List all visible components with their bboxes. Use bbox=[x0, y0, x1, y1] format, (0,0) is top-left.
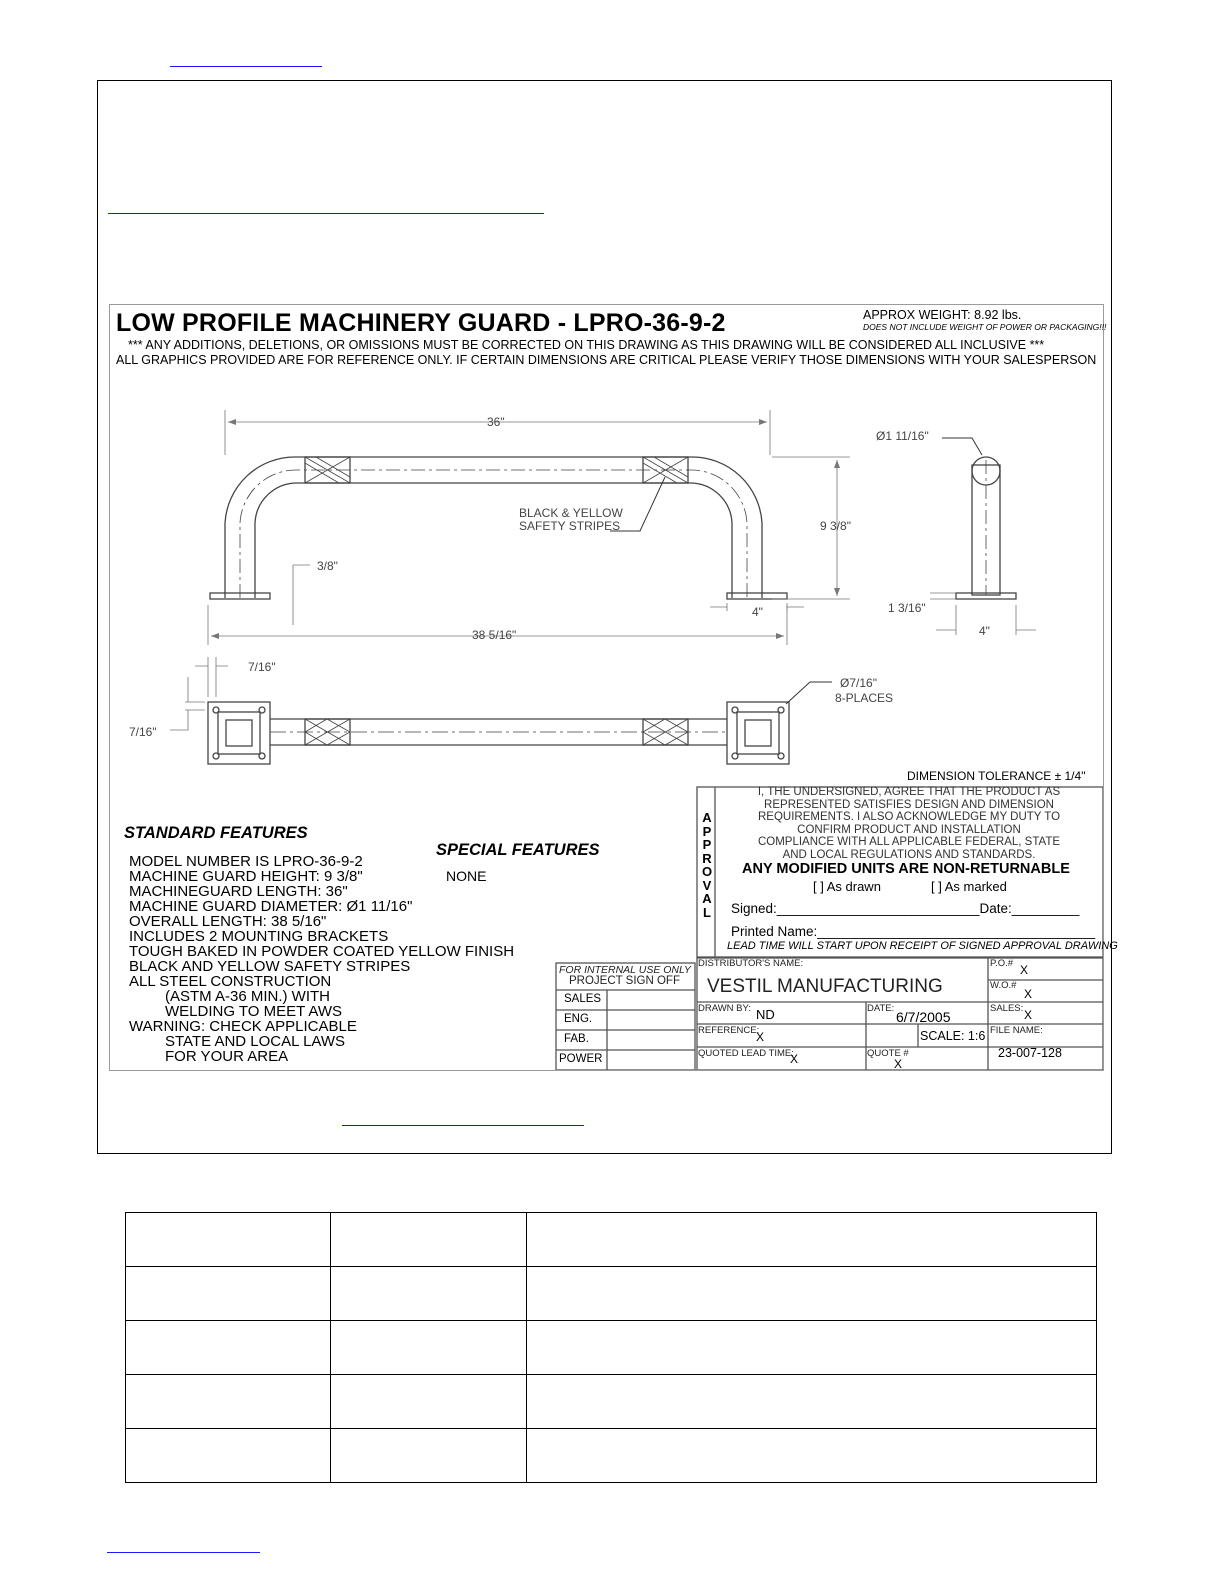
table-row bbox=[126, 1375, 1097, 1429]
notice-2: ALL GRAPHICS PROVIDED ARE FOR REFERENCE ONLY. IF CERTAIN DIMENSIONS ARE CRITICAL PLEASE VERIFY THOSE DIMENSIONS WITH YOUR SALESPERSON bbox=[116, 353, 1097, 367]
special-features-value: NONE bbox=[446, 868, 487, 884]
file-name-value: 23-007-128 bbox=[998, 1046, 1062, 1060]
standard-features-list bbox=[129, 854, 514, 1064]
dim-side-plate: 4" bbox=[979, 624, 990, 638]
date-value: 6/7/2005 bbox=[896, 1009, 951, 1025]
signed-line[interactable]: Signed:___________________________Date:_________ bbox=[731, 901, 1080, 916]
special-features-heading: SPECIAL FEATURES bbox=[436, 841, 600, 859]
table-row bbox=[126, 1267, 1097, 1321]
approval-statement: I, THE UNDERSIGNED, AGREE THAT THE PRODUCT AS REPRESENTED SATISFIES DESIGN AND DIMENSION REQUIREMENTS. I ALSO ACKNOWLEDGE MY DUTY TO CONFIRM PRODUCT AND INSTALLATION COMPLIANCE WITH ALL APPLICABLE FEDERAL, STATE AND LOCAL REGULATIONS AND STANDARDS. bbox=[757, 786, 1061, 861]
wo-value: X bbox=[1024, 987, 1033, 1001]
engineering-drawing bbox=[109, 304, 1118, 1071]
dim-overall: 38 5/16" bbox=[472, 628, 517, 642]
dim-hole-y: 7/16" bbox=[129, 725, 157, 739]
feature-line: WELDING TO MEET AWS bbox=[165, 1003, 342, 1020]
feature-line: TOUGH BAKED IN POWDER COATED YELLOW FINISH bbox=[129, 943, 515, 960]
dim-plate-thickness: 3/8" bbox=[317, 559, 338, 573]
drawn-by-value: ND bbox=[756, 1007, 775, 1022]
dim-hole-places: 8-PLACES bbox=[835, 691, 894, 705]
reference-value: X bbox=[756, 1030, 765, 1044]
signoff-sales: SALES bbox=[564, 993, 602, 1005]
file-name-label: FILE NAME: bbox=[990, 1025, 1043, 1036]
quote-value: X bbox=[894, 1057, 903, 1071]
dim-side-offset: 1 3/16" bbox=[888, 601, 926, 615]
po-value: X bbox=[1020, 963, 1029, 977]
dim-height: 9 3/8" bbox=[820, 519, 851, 533]
feature-line: FOR YOUR AREA bbox=[165, 1048, 289, 1065]
feature-line: ALL STEEL CONSTRUCTION bbox=[129, 973, 332, 990]
as-marked-checkbox[interactable]: [ ] As marked bbox=[931, 879, 1007, 894]
top-link-underline[interactable] bbox=[170, 66, 322, 67]
dim-hole-x: 7/16" bbox=[248, 660, 276, 674]
non-returnable: ANY MODIFIED UNITS ARE NON-RETURNABLE bbox=[742, 861, 1070, 877]
as-drawn-checkbox[interactable]: [ ] As drawn bbox=[813, 879, 881, 894]
stripes-label-2: SAFETY STRIPES bbox=[519, 519, 621, 533]
signoff-header-2: PROJECT SIGN OFF bbox=[569, 975, 680, 987]
feature-line: MACHINE GUARD HEIGHT: 9 3/8" bbox=[129, 868, 363, 885]
feature-line: MACHINEGUARD LENGTH: 36" bbox=[129, 883, 348, 900]
dim-length: 36" bbox=[487, 415, 505, 429]
weight-note: DOES NOT INCLUDE WEIGHT OF POWER OR PACKAGING!!! bbox=[863, 322, 1107, 332]
footer-link-underline[interactable] bbox=[107, 1552, 260, 1553]
sales-label: SALES: bbox=[990, 1003, 1024, 1014]
feature-line: WARNING: CHECK APPLICABLE bbox=[129, 1018, 357, 1035]
signoff-header-1: FOR INTERNAL USE ONLY bbox=[559, 964, 691, 976]
feature-line: INCLUDES 2 MOUNTING BRACKETS bbox=[129, 928, 389, 945]
dim-plate-width: 4" bbox=[752, 605, 763, 619]
stripes-label-1: BLACK & YELLOW bbox=[519, 506, 623, 520]
scale-value: SCALE: 1:6 bbox=[920, 1029, 986, 1043]
lead-time-value: X bbox=[790, 1052, 799, 1066]
dim-diameter: Ø1 11/16" bbox=[876, 429, 929, 443]
distributor-name: VESTIL MANUFACTURING bbox=[707, 976, 943, 997]
drawn-by-label: DRAWN BY: bbox=[698, 1003, 751, 1014]
signoff-fab: FAB. bbox=[564, 1033, 589, 1045]
table-row bbox=[126, 1429, 1097, 1483]
signoff-eng: ENG. bbox=[564, 1013, 593, 1025]
feature-line: (ASTM A-36 MIN.) WITH bbox=[165, 988, 330, 1005]
wo-label: W.O.# bbox=[990, 980, 1017, 991]
feature-line: OVERALL LENGTH: 38 5/16" bbox=[129, 913, 327, 930]
date-label: DATE: bbox=[867, 1003, 895, 1014]
feature-line: STATE AND LOCAL LAWS bbox=[165, 1033, 346, 1050]
reference-label: REFERENCE: bbox=[698, 1025, 760, 1036]
feature-line: BLACK AND YELLOW SAFETY STRIPES bbox=[129, 958, 411, 975]
po-label: P.O.# bbox=[990, 958, 1014, 969]
sales-value: X bbox=[1024, 1008, 1033, 1022]
drawing-title: LOW PROFILE MACHINERY GUARD - LPRO-36-9-2 bbox=[116, 309, 726, 337]
lead-time-note: LEAD TIME WILL START UPON RECEIPT OF SIGNED APPROVAL DRAWING bbox=[727, 940, 1118, 952]
table-row bbox=[126, 1213, 1097, 1267]
lead-time-label: QUOTED LEAD TIME: bbox=[698, 1048, 794, 1059]
notice-1: *** ANY ADDITIONS, DELETIONS, OR OMISSIONS MUST BE CORRECTED ON THIS DRAWING AS THIS DRAWING WILL BE CONSIDERED ALL INCLUSIVE *** bbox=[128, 338, 1045, 352]
empty-table bbox=[125, 1212, 1097, 1483]
printed-name-line[interactable]: Printed Name:_____________________________________ bbox=[731, 924, 1096, 939]
table-row bbox=[126, 1321, 1097, 1375]
feature-line: MODEL NUMBER IS LPRO-36-9-2 bbox=[129, 853, 363, 870]
distributor-label: DISTRIBUTOR'S NAME: bbox=[698, 958, 804, 969]
approx-weight: APPROX WEIGHT: 8.92 lbs. bbox=[863, 308, 1022, 322]
dimension-tolerance: DIMENSION TOLERANCE ± 1/4" bbox=[907, 769, 1086, 783]
standard-features-heading: STANDARD FEATURES bbox=[124, 824, 308, 842]
signoff-power: POWER bbox=[559, 1053, 603, 1065]
dim-hole-dia: Ø7/16" bbox=[840, 676, 877, 690]
approval-vertical: A P P R O V A L bbox=[701, 810, 713, 920]
feature-line: MACHINE GUARD DIAMETER: Ø1 11/16" bbox=[129, 898, 413, 915]
quote-label: QUOTE # bbox=[867, 1048, 909, 1059]
